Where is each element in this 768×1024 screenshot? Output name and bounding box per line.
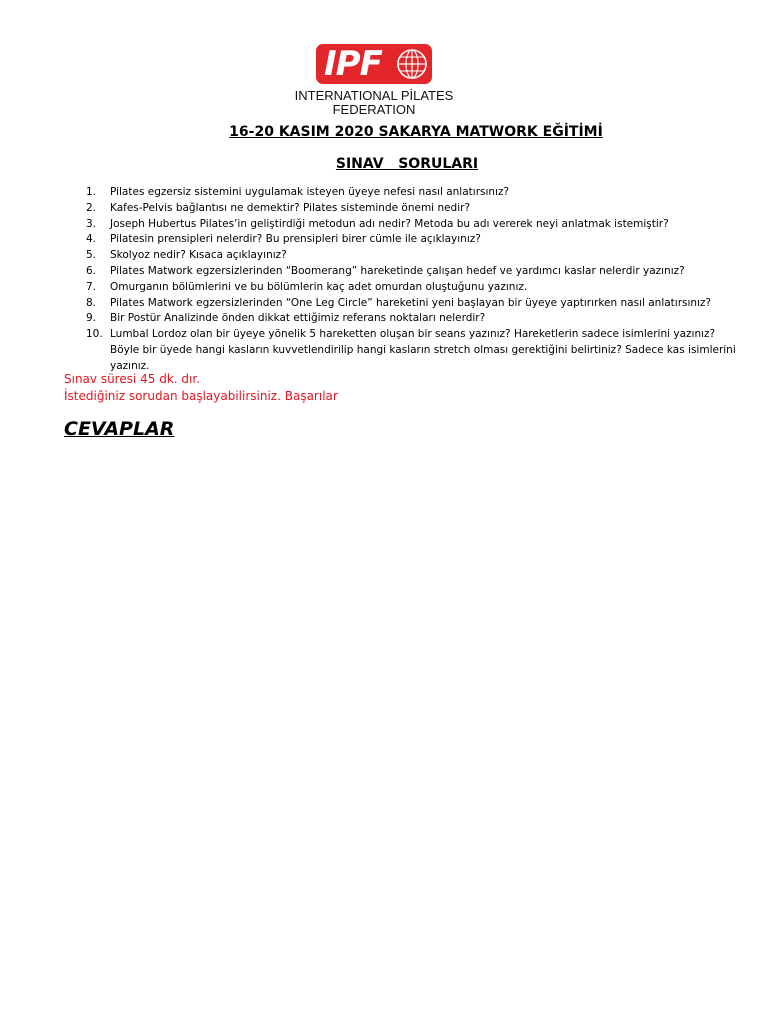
logo-badge bbox=[316, 44, 432, 84]
answers-heading: CEVAPLAR bbox=[64, 418, 175, 440]
list-item: 8. Pilates Matwork egzersizlerinden “One Leg Circle” hareketini yeni başlayan bir üyeye yaptırırken nasıl anlatırsınız? bbox=[86, 296, 712, 309]
logo-text bbox=[288, 89, 460, 117]
list-item: 4. Pilatesin prensipleri nelerdir? Bu prensipleri birer cümle ile açıklayınız? bbox=[86, 233, 481, 246]
document-title: 16-20 KASIM 2020 SAKARYA MATWORK EĞİTİMİ bbox=[229, 124, 603, 140]
list-item: 6. Pilates Matwork egzersizlerinden “Boomerang” hareketinde çalışan hedef ve yardımcı kaslar nelerdir yazınız? bbox=[86, 264, 685, 277]
logo-letters: IPF bbox=[324, 44, 382, 84]
globe-icon bbox=[396, 48, 428, 80]
list-item: 9. Bir Postür Analizinde önden dikkat ettiğimiz referans noktaları nelerdir? bbox=[86, 312, 486, 325]
list-item: 7. Omurganın bölümlerini ve bu bölümlerin kaç adet omurdan oluştuğunu yazınız. bbox=[86, 280, 528, 293]
ipf-logo bbox=[288, 44, 460, 120]
questions-list bbox=[64, 185, 744, 375]
list-item: 5. Skolyoz nedir? Kısaca açıklayınız? bbox=[86, 249, 287, 262]
list-item: 10. Lumbal Lordoz olan bir üyeye yönelik 5 hareketten oluşan bir seans yazınız? Hareketlerin sadece isimlerini yazınız? Böyle bir üyede hangi kasların kuvvetlendirilip hangi kasların stretch olması gerektiğini belirtiniz? Sadece kas isimlerini yazınız. bbox=[86, 328, 736, 372]
logo-line-2: FEDERATION bbox=[332, 102, 416, 117]
list-item: 1. Pilates egzersiz sistemini uygulamak isteyen üyeye nefesi nasıl anlatırsınız? bbox=[86, 186, 510, 198]
list-item: 3. Joseph Hubertus Pilates’in geliştirdiği metodun adı nedir? Metoda bu adı vererek neyi anlatmak istemiştir? bbox=[86, 217, 669, 230]
exam-instruction-note: İstediğiniz sorudan başlayabilirsiniz. Başarılar bbox=[64, 389, 338, 403]
document-subtitle: SINAV SORULARI bbox=[335, 156, 479, 172]
logo-line-1: INTERNATIONAL PİLATES bbox=[294, 88, 454, 103]
list-item: 2. Kafes-Pelvis bağlantısı ne demektir? Pilates sisteminde önemi nedir? bbox=[86, 201, 471, 214]
exam-duration-note: Sınav süresi 45 dk. dır. bbox=[64, 372, 201, 386]
